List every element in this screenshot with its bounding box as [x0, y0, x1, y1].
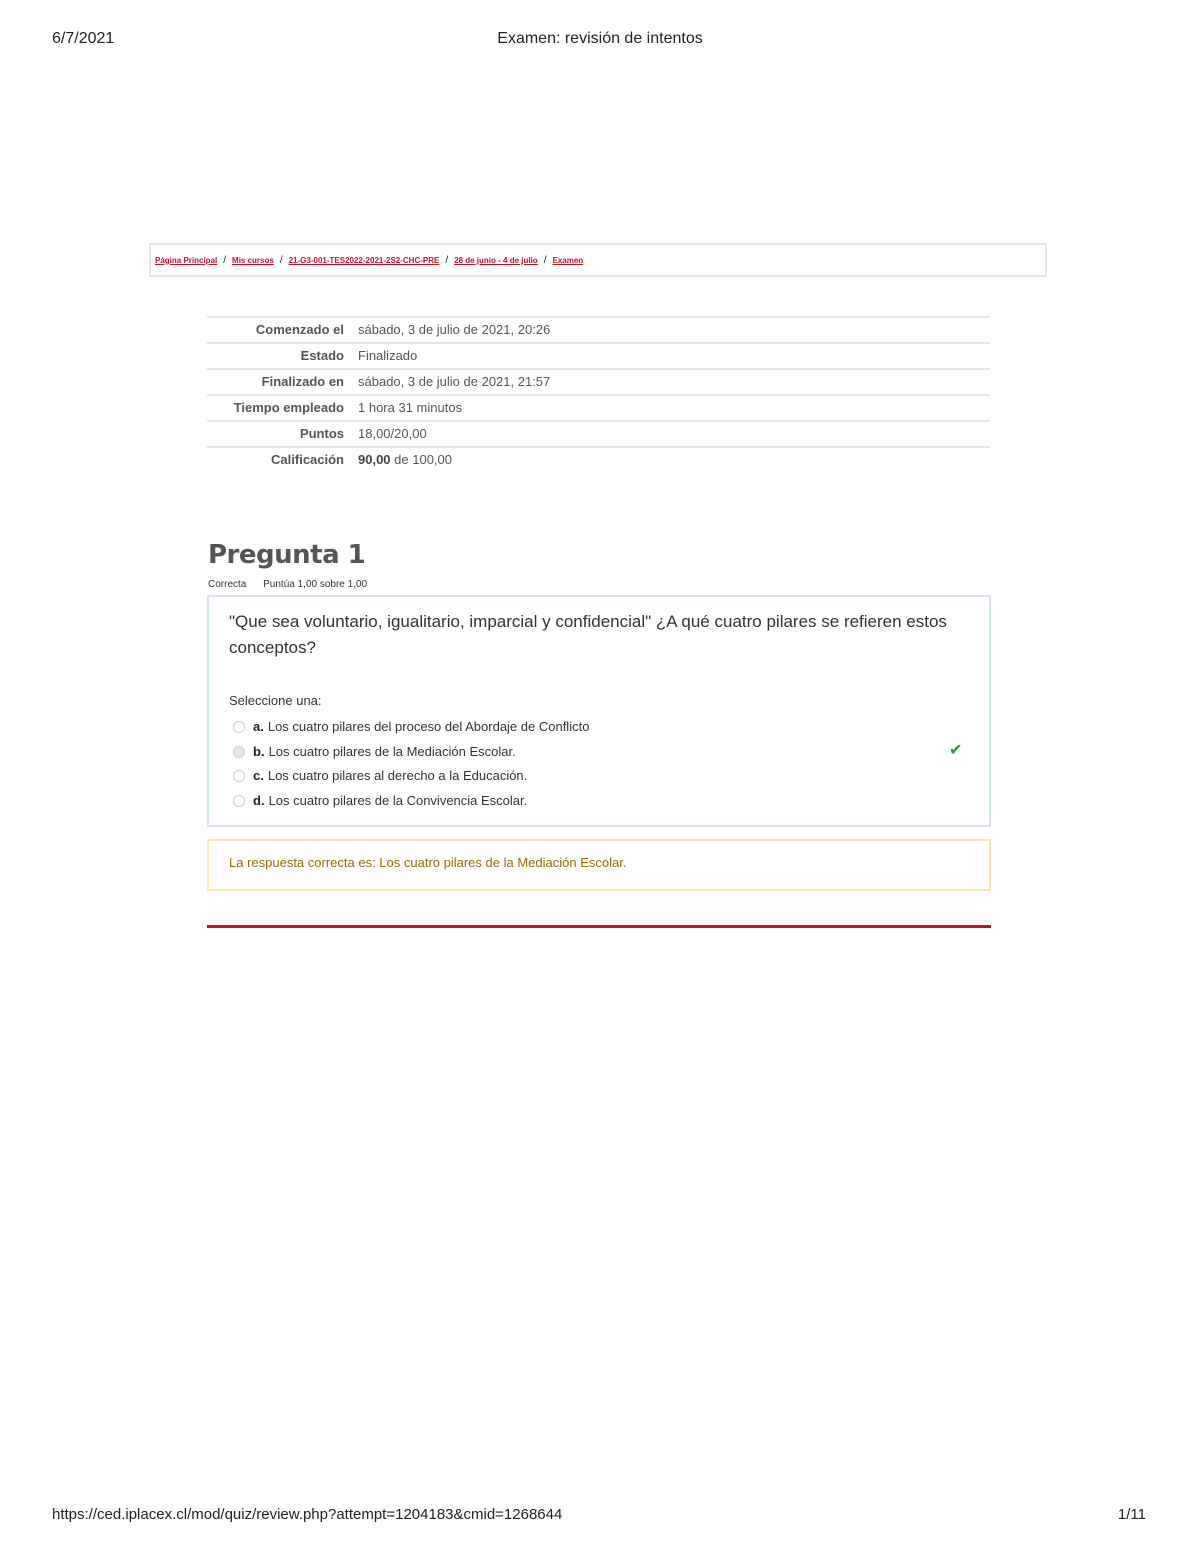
summary-value: 1 hora 31 minutos: [358, 400, 463, 415]
question-title: Pregunta 1: [208, 540, 366, 570]
section-divider: [207, 925, 991, 928]
summary-row-started: [207, 318, 990, 344]
option-letter: a.: [253, 719, 264, 734]
print-title: Examen: revisión de intentos: [497, 30, 703, 47]
breadcrumb-exam[interactable]: Examen: [552, 255, 584, 265]
breadcrumb-separator: /: [543, 254, 547, 266]
radio-button[interactable]: [233, 746, 245, 758]
breadcrumb-separator: /: [223, 254, 227, 266]
summary-row-grade: [207, 448, 990, 472]
summary-value: Finalizado: [358, 348, 418, 363]
summary-label: Estado: [300, 348, 344, 363]
attempt-summary-table: [207, 316, 990, 472]
breadcrumb-separator: /: [279, 254, 283, 266]
summary-row-points: [207, 422, 990, 448]
summary-row-finished: [207, 370, 990, 396]
question-box: [207, 595, 991, 827]
summary-value: [344, 448, 452, 472]
breadcrumb-home[interactable]: Página Principal: [155, 255, 218, 265]
print-page-number: 1/11: [1117, 1506, 1146, 1523]
summary-value: sábado, 3 de julio de 2021, 21:57: [358, 374, 551, 389]
question-info: [208, 579, 367, 590]
feedback-text: La respuesta correcta es: Los cuatro pilares de la Mediación Escolar.: [229, 855, 627, 870]
summary-label: Tiempo empleado: [233, 400, 344, 415]
option-text: Los cuatro pilares de la Convivencia Escolar.: [268, 793, 528, 808]
summary-row-time-taken: [207, 396, 990, 422]
option-text: Los cuatro pilares de la Mediación Escolar.: [268, 744, 516, 759]
breadcrumb: [149, 243, 1047, 277]
summary-row-state: [207, 344, 990, 370]
feedback-box: [207, 839, 991, 891]
summary-label: Puntos: [299, 426, 344, 441]
breadcrumb-week[interactable]: 28 de junio - 4 de julio: [454, 255, 538, 265]
breadcrumb-course[interactable]: 21-G3-001-TES2022-2021-2S2-CHC-PRE: [288, 255, 440, 265]
option-letter: d.: [253, 793, 265, 808]
radio-button[interactable]: [233, 721, 245, 733]
print-url: https://ced.iplacex.cl/mod/quiz/review.php?attempt=1204183&cmid=1268644: [52, 1506, 563, 1523]
question-points: Puntúa 1,00 sobre 1,00: [263, 579, 368, 590]
question-status: Correcta: [208, 579, 247, 590]
radio-button[interactable]: [233, 795, 245, 807]
summary-value: 18,00/20,00: [358, 426, 427, 441]
breadcrumb-my-courses[interactable]: Mis cursos: [232, 255, 274, 265]
question-text: "Que sea voluntario, igualitario, imparcial y confidencial" ¿A qué cuatro pilares se refieren estos conceptos?: [229, 612, 947, 657]
answer-option-b[interactable]: [233, 744, 516, 759]
summary-label: Calificación: [271, 452, 344, 467]
breadcrumb-separator: /: [445, 254, 449, 266]
question-prompt: Seleccione una:: [229, 693, 322, 708]
answer-option-c[interactable]: [233, 768, 527, 783]
summary-label: Comenzado el: [255, 322, 344, 337]
summary-value: sábado, 3 de julio de 2021, 20:26: [358, 322, 551, 337]
answer-option-a[interactable]: [233, 719, 589, 734]
radio-button[interactable]: [233, 770, 245, 782]
option-text: Los cuatro pilares al derecho a la Educación.: [267, 768, 528, 783]
summary-label: Finalizado en: [261, 374, 344, 389]
option-text: Los cuatro pilares del proceso del Abordaje de Conflicto: [267, 719, 590, 734]
option-letter: c.: [253, 768, 264, 783]
answer-option-d[interactable]: [233, 793, 527, 808]
print-date: 6/7/2021: [52, 30, 115, 47]
correct-check-icon: ✔: [949, 742, 963, 759]
grade-score: 90,00: [358, 452, 391, 467]
grade-of: de 100,00: [394, 452, 453, 467]
option-letter: b.: [253, 744, 265, 759]
